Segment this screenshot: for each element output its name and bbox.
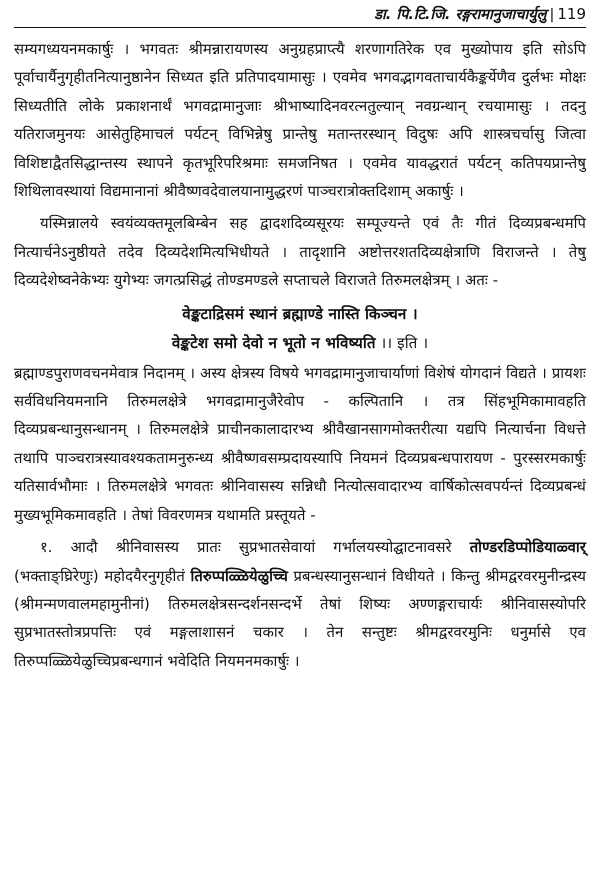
verse-line-1: वेङ्कटाद्रिसमं स्थानं ब्रह्माण्डे नास्ति किञ्चन ।: [182, 304, 418, 323]
paragraph-4-lead: १. आदौ श्रीनिवासस्य प्रातः सुप्रभातसेवायां गर्भालयस्योद्घाटनावसरे: [40, 539, 470, 557]
paragraph-4: [14, 534, 586, 676]
verse-line-2-text: वेङ्कटेश समो देवो न भूतो न भविष्यति: [171, 333, 376, 352]
paragraph-4-mid: (भक्ताङ्घ्रिरेणुः) महोदयैरनुगृहीतं: [14, 567, 191, 585]
paragraph-4-rest: प्रबन्धस्यानुसन्धानं विधीयते । किन्तु श्रीमद्वरवरमुनीन्द्रस्य (श्रीमन्मणवालमहामुनीनां) तिरुमलक्षेत्रसन्दर्शनसन्दर्भे तेषां शिष्यः अण्णङ्गराचार्यः श्रीनिवासस्योपरि सुप्रभातस्तोत्रप्रपत्तिः एवं मङ्गलाशासनं चकार । तेन सन्तुष्टः श्रीमद्वरवरमुनिः धनुर्मासे एव तिरुप्पळ्ळियेळुच्चिप्रबन्धगानं भवेदिति नियमनमकार्षुः ।: [14, 567, 586, 670]
paragraph-3: ब्रह्माण्डपुराणवचनमेवात्र निदानम् । अस्य क्षेत्रस्य विषये भगवद्रामानुजाचार्याणां विशेषं योगदानं विद्यते । प्रायशः सर्वविधनियमनानि तिरुमलक्षेत्रे भगवद्रामानुजैरेवोप - कल्पितानि । तत्र सिंहभूमिकामावहति दिव्यप्रबन्धानुसन्धानम् । तिरुमलक्षेत्रे प्राचीनकालादारभ्य श्रीवैखानसागमोक्तरीत्या यद्यपि नित्यार्चना विधत्ते तथापि पाञ्चरात्रस्यावश्यकतामनुरुन्ध्य श्रीवैष्णवसम्प्रदायस्यापि नियमनं दिव्यप्रबन्धपारायण - पुरस्सरमकार्षुः यतिसार्वभौमाः । तिरुमलक्षेत्रे भगवतः श्रीनिवासस्य सन्निधौ नित्योत्सवादारभ्य वार्षिकोत्सवपर्यन्तं दिव्यप्रबन्धं मुख्यभूमिकमावहति । तेषां विवरणमत्र यथामति प्रस्तूयते -: [14, 364, 586, 524]
header-separator: |: [549, 7, 555, 23]
alvar-name: तोण्डरडिप्पोडियाळ्वार्: [469, 539, 586, 557]
document-body: [14, 36, 586, 676]
verse-block: [14, 300, 586, 358]
prabandha-name: तिरुप्पळ्ळियेळुच्चि: [190, 567, 288, 585]
paragraph-2: यस्मिन्नालये स्वयंव्यक्तमूलबिम्बेन सह द्वादशदिव्यसूरयः सम्पूज्यन्ते एवं तैः गीतं दिव्यप्रबन्धमपि नित्यार्चनेऽनुष्ठीयते तदेव दिव्यदेशमित्यभिधीयते । तादृशानि अष्टोत्तरशतदिव्यक्षेत्राणि विराजन्ते । तेषु दिव्यदेशेष्वनेकेभ्यः युगेभ्यः जगत्प्रसिद्धं तोण्डमण्डले सप्ताचले विराजते तिरुमलक्षेत्रम् । अतः -: [14, 215, 586, 290]
verse-end: ।। इति ।: [375, 333, 429, 352]
page-number: 119: [557, 5, 586, 23]
running-title: डा. पि.टि.जि. रङ्गरामानुजाचार्युलु: [374, 7, 547, 23]
verse-line-2: [14, 329, 586, 358]
paragraph-1: सम्यगध्ययनमकार्षुः । भगवतः श्रीमन्नारायणस्य अनुग्रहप्राप्त्यै शरणागतिरेक एव मुख्योपाय इति सोऽपि पूर्वाचार्यैनुगृहीतनित्यानुष्ठानेन सिध्यत इति प्रतिपादयामासुः । एवमेव भगवद्भागवताचार्यकैङ्कर्येणैव दुर्लभः मोक्षः सिध्यतीति लोके प्रकाशनार्थं भगवद्रामानुजाः श्रीभाष्यादिनवरत्नतुल्यान् नवग्रन्थान् रचयामासुः । तदनु यतिराजमुनयः आसेतुहिमाचलं पर्यटन् विभिन्नेषु प्रान्तेषु मतान्तरस्थान् विदुषः अपि शास्त्रचर्चासु जित्वा विशिष्टाद्वैतसिद्धान्तस्य स्थापने कृतभूरिपरिश्रमाः समजनिषत । एवमेव यावद्धरातं पर्यटन् कतिपयप्रान्तेषु शिथिलावस्थायां विद्यमानानां श्रीवैष्णवदेवालयानामुद्धरणं पाञ्चरात्रोक्तदिशाम् अकार्षुः ।: [14, 41, 586, 201]
running-header: [14, 4, 586, 28]
